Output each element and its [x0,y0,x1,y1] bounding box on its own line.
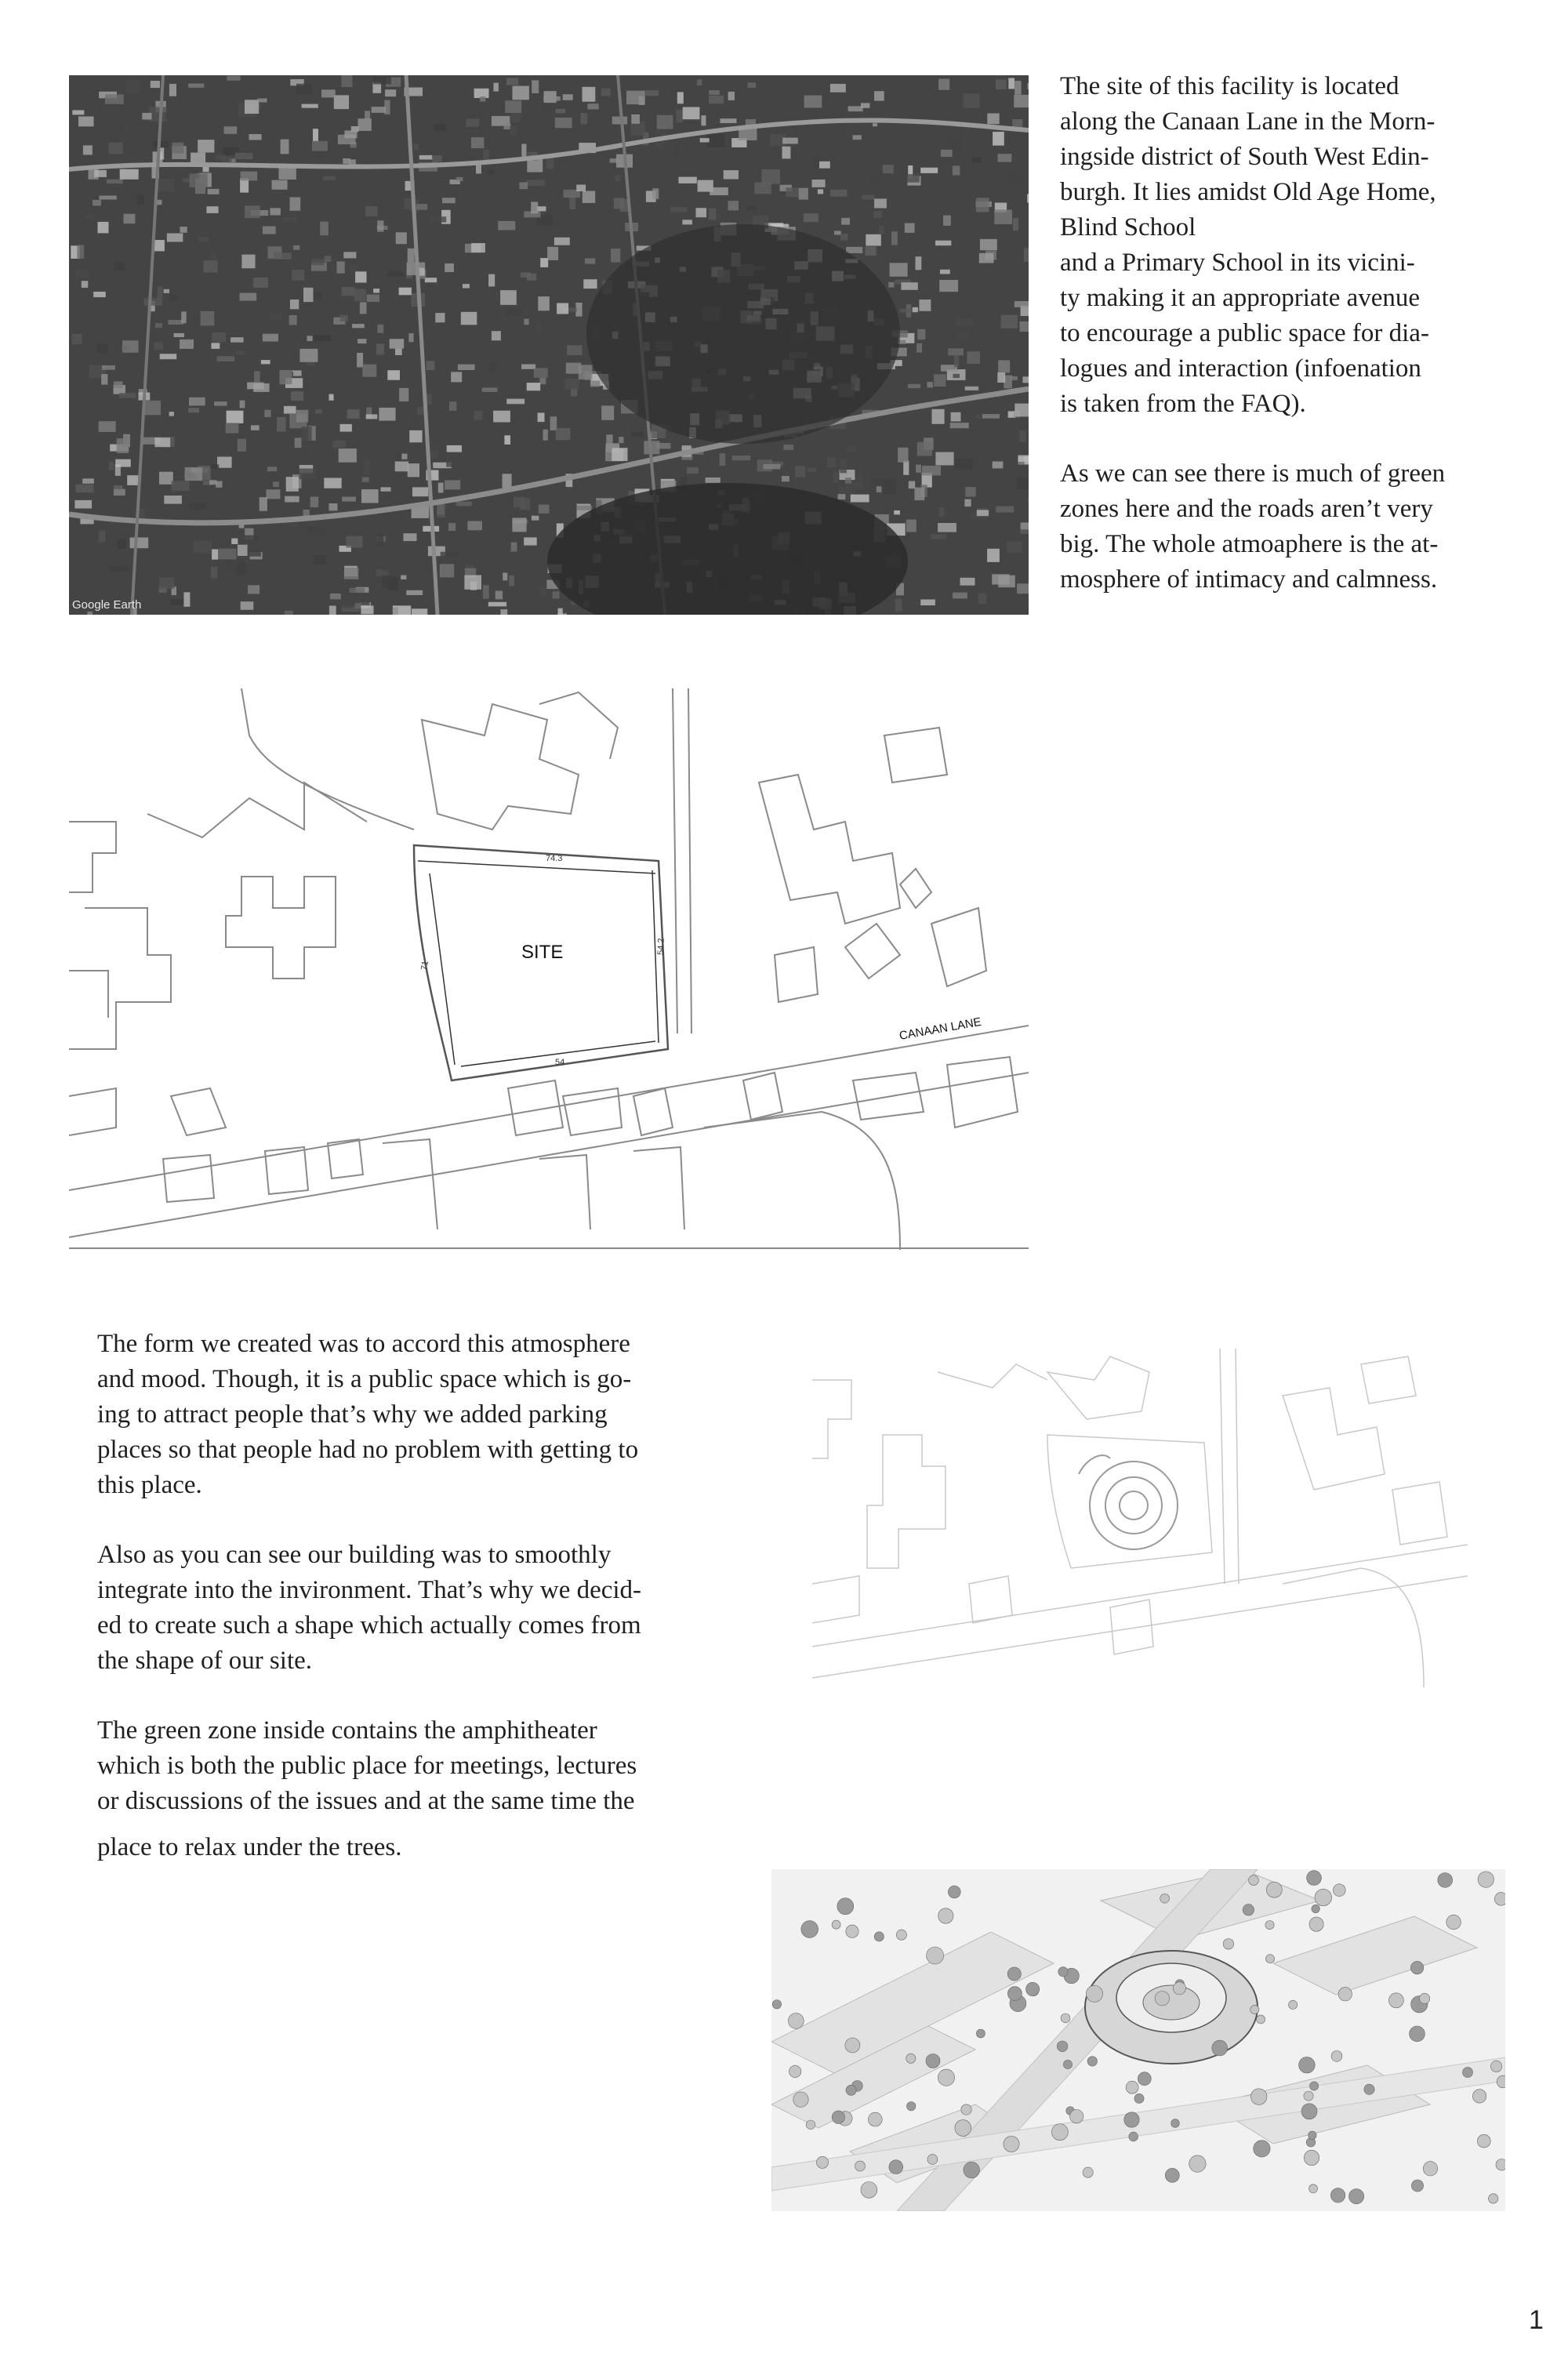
text-line: As we can see there is much of green [1060,459,1446,488]
site-plan-drawing [69,688,1029,1250]
text-line: which is both the public place for meetings, lectures [97,1752,637,1780]
text-line: or discussions of the issues and at the same time the [97,1787,635,1815]
text-line: ing to attract people that’s why we added parking [97,1400,608,1429]
text-line: logues and interaction (infoenation [1060,354,1421,383]
text-line: mosphere of intimacy and calmness. [1060,565,1438,594]
site-plan-light-drawing [812,1349,1468,1687]
dimension-left: 71 [419,960,431,971]
text-line: places so that people had no problem with getting to [97,1436,639,1464]
text-line: the shape of our site. [97,1647,313,1675]
aerial-photo-texture [69,75,1029,615]
text-line: Blind School [1060,213,1196,241]
text-line: integrate into the invironment. That’s why we decid- [97,1576,642,1604]
dimension-bottom: 54 [555,1058,565,1067]
site-plan [69,688,1029,1250]
street-edge-north [69,1026,1029,1190]
street-label: CANAAN LANE [898,1015,982,1043]
axonometric-drawing [771,1869,1505,2211]
text-line: and a Primary School in its vicini- [1060,249,1415,277]
text-line: big. The whole atmoaphere is the at- [1060,530,1439,558]
text-line: this place. [97,1471,202,1499]
text-line: zones here and the roads aren’t very [1060,495,1433,523]
text-line: and mood. Though, it is a public space which is go- [97,1365,632,1393]
text-line: along the Canaan Lane in the Morn- [1060,107,1436,136]
page-number: 1 [1529,2305,1544,2335]
text-line: ed to create such a shape which actually comes from [97,1611,641,1639]
site-plan-with-building [812,1349,1468,1687]
text-line: to encourage a public space for dia- [1060,319,1429,347]
text-line: is taken from the FAQ). [1060,390,1306,418]
paragraph-gap [1060,422,1530,456]
text-line: Also as you can see our building was to smoothly [97,1541,612,1569]
text-line: ty making it an appropriate avenue [1060,284,1421,312]
building-outline [1090,1462,1178,1549]
aerial-photo [69,75,1029,615]
dimension-top: 74.3 [546,854,563,863]
paragraph-gap [97,1679,771,1713]
site-description [1060,69,1530,597]
text-line: place to relax under the trees. [97,1833,402,1861]
dimension-right: 54.2 [656,938,666,956]
text-line: ingside district of South West Edin- [1060,143,1429,171]
axonometric-view [771,1869,1505,2211]
text-line: burgh. It lies amidst Old Age Home, [1060,178,1436,206]
text-line: The form we created was to accord this atmosphere [97,1330,630,1358]
form-description [97,1327,771,1865]
text-line: The green zone inside contains the amphitheater [97,1716,597,1745]
text-line: The site of this facility is located [1060,72,1399,100]
aerial-credit: Google Earth [72,598,142,612]
paragraph-gap [97,1503,771,1538]
site-label: SITE [521,942,564,963]
